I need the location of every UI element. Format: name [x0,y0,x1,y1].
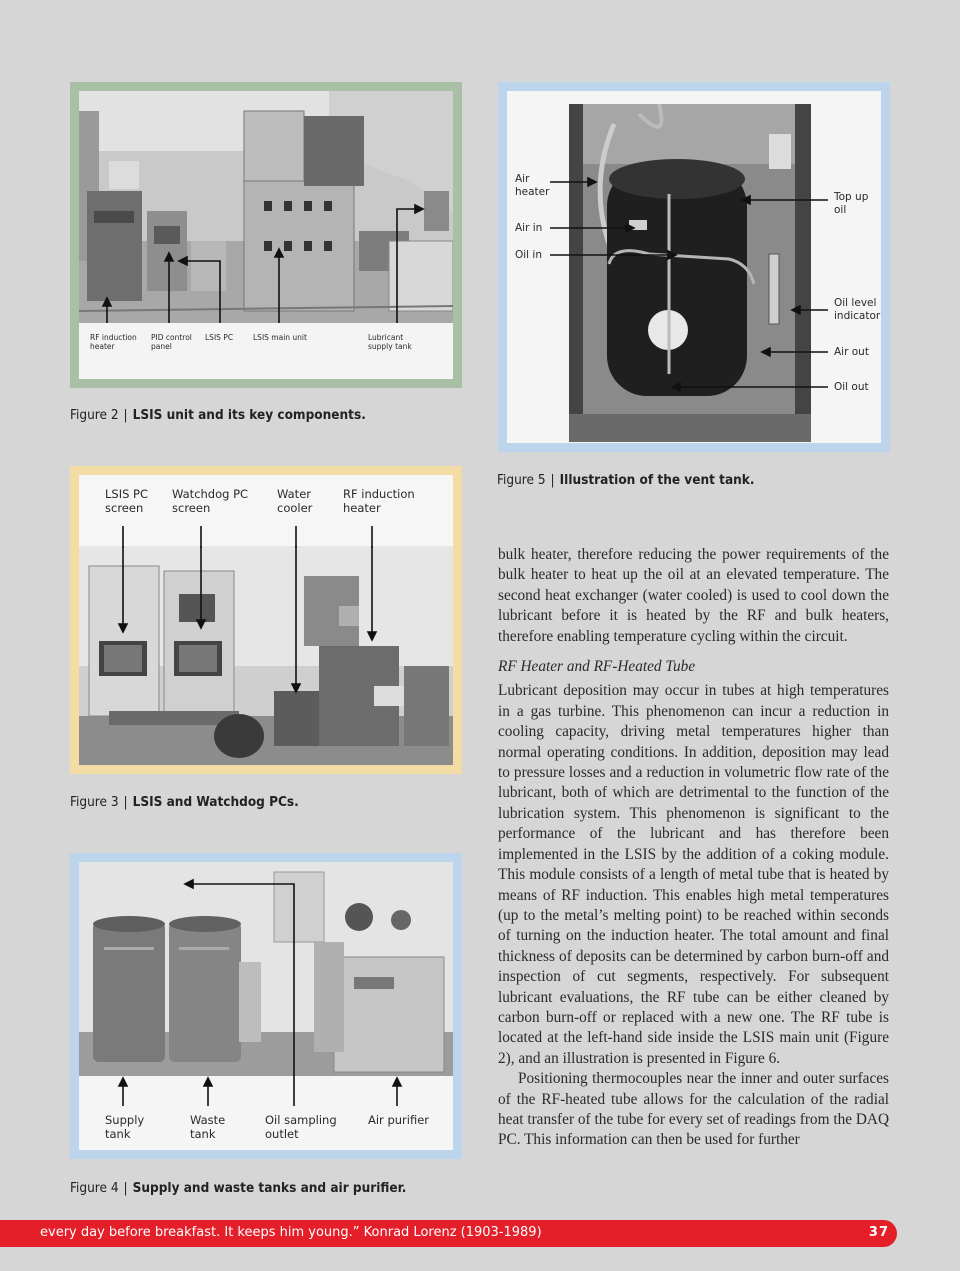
figure-5-label-oil-in: Oil in [515,249,543,261]
figure-5-label-air-out: Air out [834,346,869,358]
caption-separator: | [123,794,128,810]
figure-4-photo [79,862,453,1076]
figure-2-label-rf-heater: RF induction heater [90,333,137,351]
figure-5-arrows [498,82,890,452]
figure-3 [70,466,462,774]
body-paragraph: bulk heater, therefore reducing the power requirements of the bulk heater to heat up the oil at an elevated temperature. The second heat exchanger (water cooled) is used to cool down the lubricant before it is heated by the RF and bulk heaters, therefore enabling temperature cycling within the circuit. [498,546,889,645]
caption-separator: | [123,1180,128,1196]
figure-4-label-supply-tank: Supply tank [105,1113,145,1141]
figure-4-caption-number: Figure 4 [70,1180,119,1196]
figure-2-label-supply-tank: Lubricant supply tank [368,333,412,351]
caption-separator: | [550,472,555,488]
figure-3-arrow-stems [79,526,453,548]
figure-4-label-waste-tank: Waste tank [190,1113,226,1141]
figure-5-label-oil-out: Oil out [834,381,869,393]
figure-3-label-watchdog-screen: Watchdog PC screen [172,487,249,515]
figure-2-caption-text: LSIS unit and its key components. [132,407,366,423]
page-number: 37 [868,1225,889,1240]
body-paragraph: Positioning thermocouples near the inner and outer surfaces of the RF-heated tube allows for the calculation of the radial heat transfer of the tube for every set of readings from the DAQ PC. This information can then be used for further [498,1070,889,1149]
figure-5-label-air-heater: Air heater [515,173,550,198]
figure-5-caption-text: Illustration of the vent tank. [559,472,755,488]
figure-4-label-air-purifier: Air purifier [368,1113,430,1127]
figure-2-photo [79,91,453,323]
figure-3-label-water-cooler: Water cooler [277,487,313,515]
figure-2-label-lsis-pc: LSIS PC [205,333,234,342]
figure-2 [70,82,462,388]
footer-quote: every day before breakfast. It keeps him young.” Konrad Lorenz (1903-1989) [40,1225,542,1240]
figure-3-caption-text: LSIS and Watchdog PCs. [132,794,299,810]
figure-5-caption [497,472,754,488]
figure-4 [70,853,462,1159]
figure-2-caption-number: Figure 2 [70,407,119,423]
figure-4-caption [70,1180,406,1196]
figure-5-caption-number: Figure 5 [497,472,546,488]
figure-3-caption-number: Figure 3 [70,794,119,810]
figure-3-label-rf-heater: RF induction heater [343,487,415,515]
section-subheading: RF Heater and RF-Heated Tube [498,658,696,676]
figure-2-label-pid-panel: PID control panel [151,333,192,351]
figure-4-label-sampling-outlet: Oil sampling outlet [265,1113,337,1141]
body-text [498,545,889,1151]
figure-4-caption-text: Supply and waste tanks and air purifier. [132,1180,407,1196]
figure-3-caption [70,794,299,810]
footer-bar [0,1220,897,1247]
figure-5 [498,82,890,452]
figure-3-photo [79,546,453,765]
figure-5-label-oil-level: Oil level indicator [834,297,881,322]
figure-2-caption [70,407,366,423]
caption-separator: | [123,407,128,423]
figure-5-label-top-up-oil: Top up oil [834,191,869,216]
figure-3-label-lsis-screen: LSIS PC screen [105,487,149,515]
body-paragraph: Lubricant deposition may occur in tubes at high temperatures in a gas turbine. This phenomenon can incur a reduction in cooling capacity, driving metal temperatures higher than normal operating conditions. In addition, deposition may lead to pressure losses and a reduction in volumetric flow rate of the lubricant, both of which are detrimental to the function of the lubrication system. This phenomenon is significant to the performance of the lubricant and has therefore been implemented in the LSIS by the addition of a coking module. This module consists of a length of metal tube that is heated by means of RF induction. This enables high metal temperatures (up to the metal’s melting point) to be reached within seconds of turning on the induction heater. The total amount and final thickness of deposits can be determined by carbon burn-off and inspection of cut segments, respectively. For subsequent lubricant evaluations, the RF tube can be either cleaned by carbon burn-off or replaced with a new one. The RF tube is located at the left-hand side inside the LSIS main unit (Figure 2), and an illustration is presented in Figure 6. [498,682,889,1067]
figure-2-label-main-unit: LSIS main unit [253,333,307,342]
figure-5-label-air-in: Air in [515,222,543,234]
